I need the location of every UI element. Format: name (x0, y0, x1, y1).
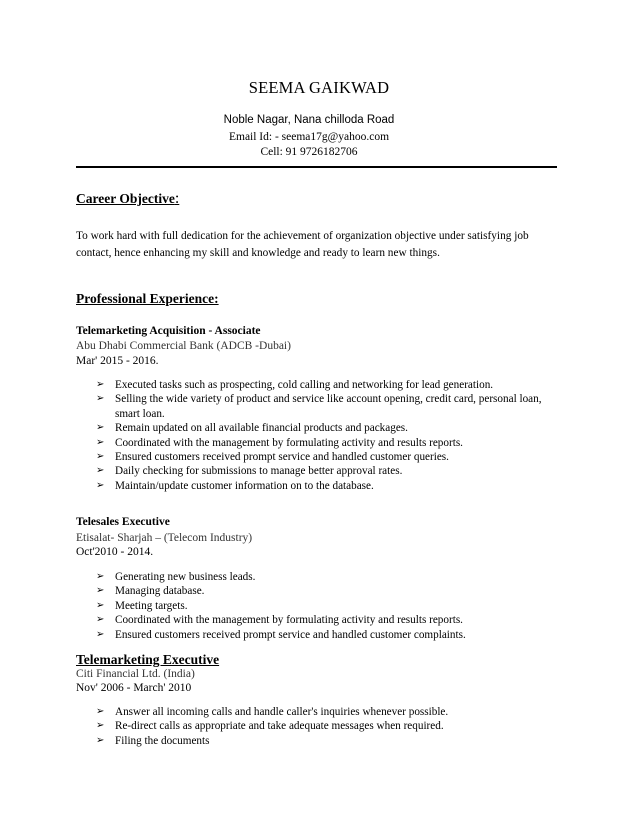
arrow-bullet-icon: ➢ (96, 585, 105, 597)
arrow-bullet-icon: ➢ (96, 599, 105, 611)
job-dates: Oct'2010 - 2014. (76, 546, 154, 558)
list-item: ➢ Maintain/update customer information on to the database. (96, 479, 374, 492)
list-item: ➢ Selling the wide variety of product and service like account opening, credit card, personal loan, smart loan. (96, 393, 542, 420)
list-item: ➢ Re-direct calls as appropriate and take adequate messages when required. (96, 720, 444, 733)
arrow-bullet-icon: ➢ (96, 379, 105, 390)
list-item: ➢ Answer all incoming calls and handle caller's inquiries whenever possible. (96, 706, 449, 718)
list-item: ➢ Meeting targets. (96, 599, 188, 612)
cell-line: Cell: 91 9726182706 (260, 146, 358, 158)
job-title: Telemarketing Acquisition - Associate (76, 325, 261, 337)
list-item: ➢ Generating new business leads. (96, 571, 256, 583)
list-item: ➢ Ensured customers received prompt service and handled customer complaints. (96, 628, 466, 641)
arrow-bullet-icon: ➢ (96, 479, 105, 491)
career-objective-text (76, 228, 576, 262)
list-item: ➢ Coordinated with the management by formulating activity and results reports. (96, 436, 463, 449)
job-responsibilities (96, 378, 556, 493)
arrow-bullet-icon: ➢ (96, 720, 105, 732)
header-divider (76, 166, 557, 168)
list-item: ➢ Remain updated on all available financial products and packages. (96, 422, 408, 435)
arrow-bullet-icon: ➢ (96, 706, 105, 717)
job-dates: Nov' 2006 - March' 2010 (76, 682, 192, 694)
candidate-name: SEEMA GAIKWAD (248, 78, 390, 97)
objective-line: To work hard with full dedication for the achievement of organization objective under satisfying job (76, 230, 529, 242)
arrow-bullet-icon: ➢ (96, 571, 105, 582)
job-company: Etisalat- Sharjah – (Telecom Industry) (76, 532, 253, 544)
list-item: ➢ Filing the documents (96, 734, 210, 747)
arrow-bullet-icon: ➢ (96, 422, 105, 434)
arrow-bullet-icon: ➢ (96, 614, 105, 626)
arrow-bullet-icon: ➢ (96, 451, 105, 463)
arrow-bullet-icon: ➢ (96, 628, 105, 640)
list-item: ➢ Ensured customers received prompt service and handled customer queries. (96, 451, 449, 464)
email-line: Email Id: - seema17g@yahoo.com (228, 131, 390, 143)
address-line: Noble Nagar, Nana chilloda Road (223, 114, 395, 126)
list-item: ➢ Coordinated with the management by formulating activity and results reports. (96, 614, 463, 627)
professional-experience-heading: Professional Experience: (76, 291, 219, 306)
objective-line: contact, hence enhancing my skill and knowledge and ready to learn new things. (76, 247, 440, 259)
job-company: Abu Dhabi Commercial Bank (ADCB -Dubai) (76, 340, 291, 352)
job-dates: Mar' 2015 - 2016. (76, 355, 159, 367)
list-item: ➢ Daily checking for submissions to manage better approval rates. (96, 465, 403, 478)
job-responsibilities (96, 705, 556, 748)
job-responsibilities (96, 570, 556, 642)
arrow-bullet-icon: ➢ (96, 734, 105, 746)
career-objective-colon: : (174, 190, 180, 207)
arrow-bullet-icon: ➢ (96, 393, 105, 405)
career-objective-heading (76, 190, 179, 208)
job-company: Citi Financial Ltd. (India) (76, 668, 195, 680)
list-item: ➢ Executed tasks such as prospecting, cold calling and networking for lead generation. (96, 379, 494, 391)
job-title: Telemarketing Executive (76, 652, 220, 667)
job-title: Telesales Executive (76, 516, 170, 528)
arrow-bullet-icon: ➢ (96, 436, 105, 448)
list-item: ➢ Managing database. (96, 585, 205, 598)
arrow-bullet-icon: ➢ (96, 465, 105, 477)
career-objective-heading-text: Career Objective (76, 191, 175, 206)
